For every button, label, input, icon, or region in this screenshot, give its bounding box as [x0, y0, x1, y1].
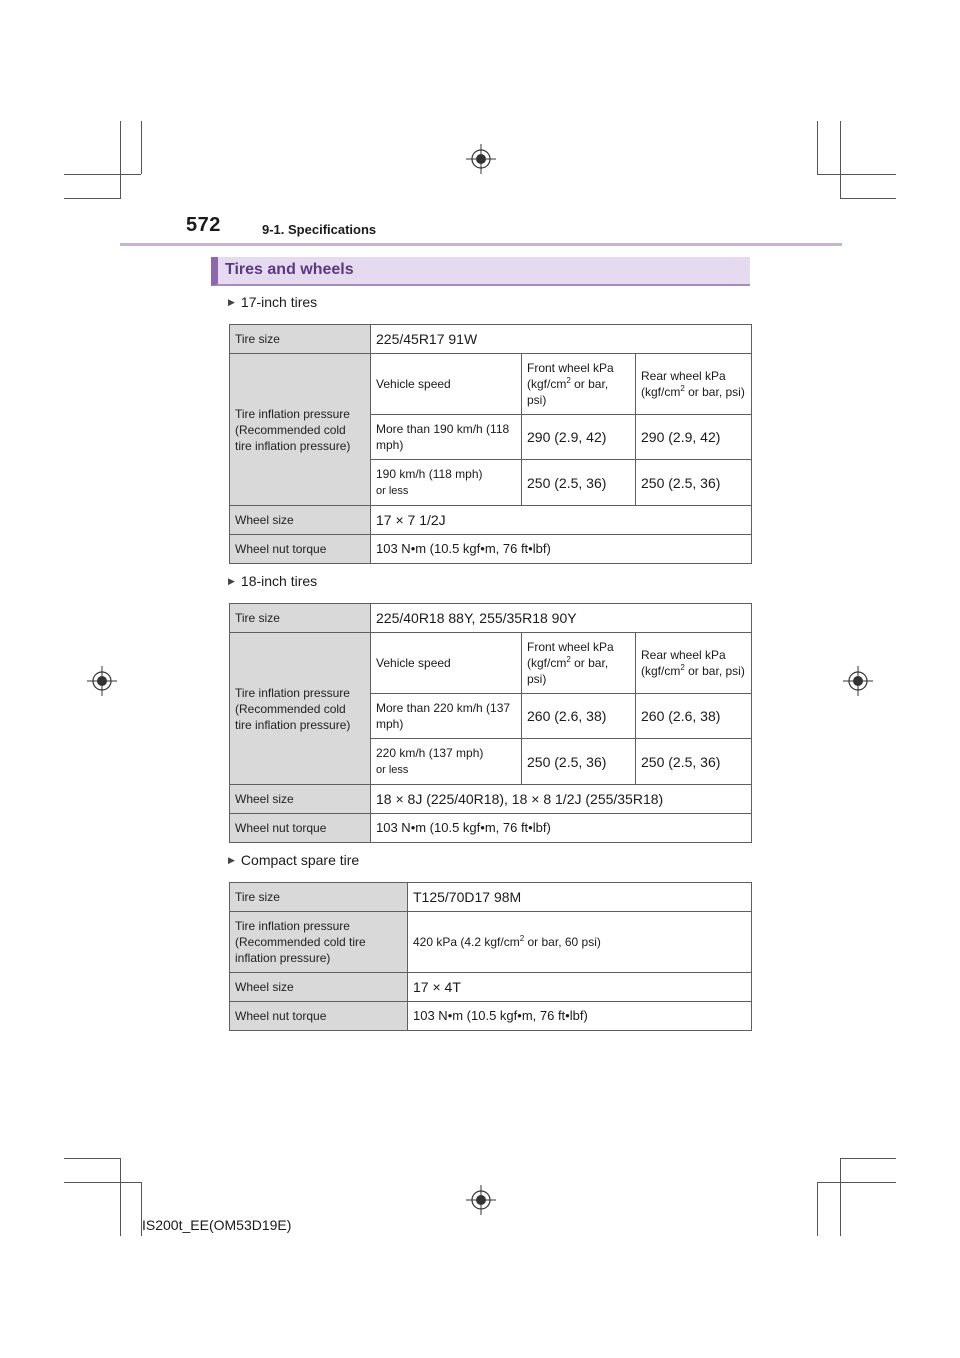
rear-wheel-header: Rear wheel kPa ($kgf/cm^2$ or bar, psi) [636, 633, 752, 694]
vehicle-speed-header: Vehicle speed [371, 354, 522, 415]
table-row [230, 1002, 752, 1031]
front-wheel-header: Front wheel kPa ($kgf/cm^2$ or bar, psi) [522, 633, 636, 694]
subheading-text: 17-inch tires [240, 294, 318, 310]
tire-size-label: Tire size [230, 325, 371, 354]
pressure-value: 420 kPa (4.2 kgf/$cm^2$ or bar, 60 psi) [408, 912, 752, 973]
speed-cell: 220 km/h (137 mph) or less [371, 739, 522, 785]
rear-pressure-cell: 260 (2.6, 38) [636, 694, 752, 739]
spec-table-17-inch [229, 324, 752, 564]
crop-mark [817, 1182, 818, 1236]
torque-label: Wheel nut torque [230, 814, 371, 843]
speed-cell: More than 190 km/h (118 mph) [371, 415, 522, 460]
table-row [230, 633, 752, 694]
triangle-bullet-icon: ▶ [228, 576, 235, 586]
front-pressure-cell: 260 (2.6, 38) [522, 694, 636, 739]
crop-mark [817, 1182, 896, 1183]
speed-cell: 190 km/h (118 mph) or less [371, 460, 522, 506]
front-pressure-cell: 250 (2.5, 36) [522, 739, 636, 785]
table-row [230, 535, 752, 564]
tire-size-value: 225/45R17 91W [371, 325, 752, 354]
table-row [230, 506, 752, 535]
table-row [230, 814, 752, 843]
crop-mark [120, 121, 121, 199]
wheel-size-value: 18 × 8J (225/40R18), 18 × 8 1/2J (255/35R18) [371, 785, 752, 814]
speed-cell: More than 220 km/h (137 mph) [371, 694, 522, 739]
crop-mark [840, 1158, 896, 1159]
vehicle-speed-header: Vehicle speed [371, 633, 522, 694]
table-row [230, 912, 752, 973]
crop-mark [817, 174, 896, 175]
section-title: Tires and wheels [225, 261, 354, 278]
subheading-18-inch [228, 573, 317, 589]
wheel-size-value: 17 × 4T [408, 973, 752, 1002]
crop-mark [64, 198, 120, 199]
pressure-label: Tire inflation pressure (Recommended cold tire inflation pressure) [230, 912, 408, 973]
page-number: 572 [186, 214, 221, 236]
spec-table-compact-spare [229, 882, 752, 1031]
triangle-bullet-icon: ▶ [228, 297, 235, 307]
rear-pressure-cell: 250 (2.5, 36) [636, 460, 752, 506]
subheading-compact-spare [228, 852, 359, 868]
subheading-17-inch [228, 294, 317, 310]
torque-label: Wheel nut torque [230, 1002, 408, 1031]
crop-mark [840, 198, 896, 199]
rear-wheel-header: Rear wheel kPa ($kgf/cm^2$ or bar, psi) [636, 354, 752, 415]
rear-pressure-cell: 250 (2.5, 36) [636, 739, 752, 785]
crop-mark [120, 1158, 121, 1236]
wheel-size-value: 17 × 7 1/2J [371, 506, 752, 535]
table-row [230, 883, 752, 912]
spec-table-18-inch [229, 603, 752, 843]
wheel-size-label: Wheel size [230, 506, 371, 535]
section-label: 9-1. Specifications [262, 222, 377, 237]
wheel-size-label: Wheel size [230, 785, 371, 814]
torque-value: 103 N•m (10.5 kgf•m, 76 ft•lbf) [408, 1002, 752, 1031]
registration-mark-icon [466, 144, 496, 174]
table-row [230, 973, 752, 1002]
subheading-text: 18-inch tires [240, 573, 318, 589]
torque-label: Wheel nut torque [230, 535, 371, 564]
crop-mark [817, 121, 818, 174]
table-row [230, 785, 752, 814]
front-pressure-cell: 290 (2.9, 42) [522, 415, 636, 460]
rear-pressure-cell: 290 (2.9, 42) [636, 415, 752, 460]
footer-doc-code: IS200t_EE(OM53D19E) [142, 1217, 292, 1233]
subheading-text: Compact spare tire [240, 852, 360, 868]
table-row [230, 325, 752, 354]
wheel-size-label: Wheel size [230, 973, 408, 1002]
crop-mark [141, 121, 142, 174]
crop-mark [840, 121, 841, 199]
registration-mark-icon [466, 1185, 496, 1215]
table-row [230, 604, 752, 633]
pressure-label: Tire inflation pressure (Recommended cold tire inflation pressure) [230, 633, 371, 785]
crop-mark [64, 1158, 120, 1159]
crop-mark [64, 174, 141, 175]
tire-size-label: Tire size [230, 883, 408, 912]
registration-mark-icon [843, 666, 873, 696]
front-pressure-cell: 250 (2.5, 36) [522, 460, 636, 506]
crop-mark [64, 1182, 141, 1183]
table-row [230, 354, 752, 415]
crop-mark [840, 1158, 841, 1236]
torque-value: 103 N•m (10.5 kgf•m, 76 ft•lbf) [371, 535, 752, 564]
torque-value: 103 N•m (10.5 kgf•m, 76 ft•lbf) [371, 814, 752, 843]
header-rule [120, 243, 842, 246]
front-wheel-header: Front wheel kPa ($kgf/cm^2$ or bar, psi) [522, 354, 636, 415]
section-banner [211, 257, 750, 286]
tire-size-value: T125/70D17 98M [408, 883, 752, 912]
pressure-label: Tire inflation pressure (Recommended cold tire inflation pressure) [230, 354, 371, 506]
tire-size-value: 225/40R18 88Y, 255/35R18 90Y [371, 604, 752, 633]
triangle-bullet-icon: ▶ [228, 855, 235, 865]
registration-mark-icon [87, 666, 117, 696]
tire-size-label: Tire size [230, 604, 371, 633]
